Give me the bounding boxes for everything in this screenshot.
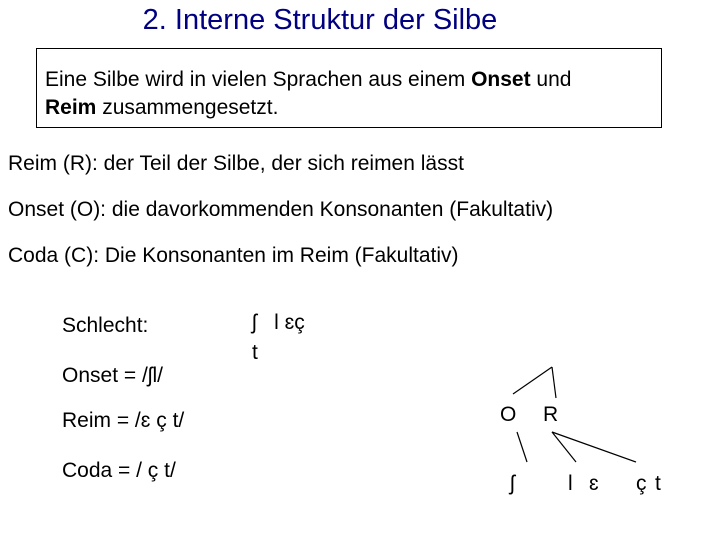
definition-coda: Coda (C): Die Konsonanten im Reim (Fakultativ) (8, 244, 459, 267)
transcription-line-1: ʃ l ɛç (252, 311, 305, 334)
intro-reim-term: Reim (45, 96, 97, 119)
tree-leaf-e: ɛ (589, 472, 599, 495)
intro-text-2: und (530, 68, 572, 91)
example-coda: Coda = / ç t/ (62, 459, 176, 482)
example-onset: Onset = /ʃl/ (62, 364, 163, 387)
intro-text-1: Eine Silbe wird in vielen Sprachen aus einem (45, 68, 472, 91)
example-label: Schlecht: (62, 314, 149, 337)
tree-line-r (552, 367, 556, 398)
tree-leaf-t: t (655, 472, 661, 495)
intro-onset-term: Onset (471, 68, 531, 91)
tree-leaf-c: ç (636, 472, 647, 495)
definition-onset: Onset (O): die davorkommenden Konsonanten (Fakultativ) (8, 198, 554, 221)
intro-text-3: zusammengesetzt. (96, 96, 279, 119)
transcription-line-2: t (252, 341, 258, 364)
tree-node-reim: R (543, 403, 559, 426)
definition-reim: Reim (R): der Teil der Silbe, der sich reimen lässt (8, 152, 464, 175)
slide-title: 2. Interne Struktur der Silbe (142, 4, 498, 36)
tree-leaf-sh: ʃ (510, 472, 515, 495)
example-reim: Reim = /ɛ ç t/ (62, 409, 185, 432)
tree-line-o (513, 367, 552, 394)
tree-leaf-l: l (568, 472, 573, 495)
tree-line-o-sh (517, 432, 527, 462)
tree-node-onset: O (500, 403, 517, 426)
